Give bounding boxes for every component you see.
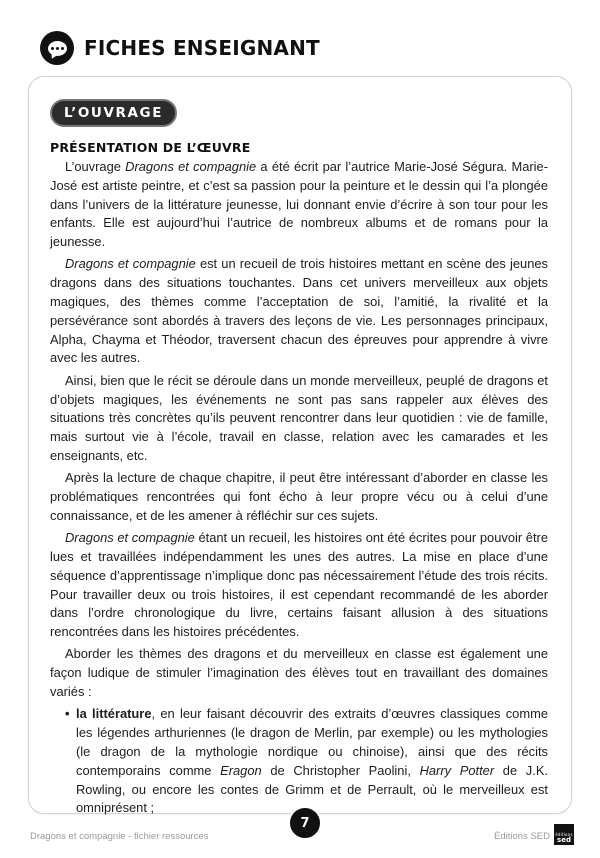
header-title: FICHES ENSEIGNANT <box>84 36 320 60</box>
footer-publisher: Éditions SED <box>494 831 550 842</box>
body-text <box>50 158 548 818</box>
subheading: PRÉSENTATION DE L’ŒUVRE <box>50 140 251 155</box>
page-header <box>40 28 320 68</box>
paragraph-2: Dragons et compagnie est un recueil de trois histoires mettant en scène des jeunes dragons dans des situations touchantes. Dans cet univers merveilleux aux objets magiques, des thèmes comme l’acceptation de soi, l’amitié, la rivalité et la persévérance sont abordés à travers des leçons de vie. Les personnages principaux, Alpha, Chayma et Théodor, traversent chacun des épreuves pour apprendre à vivre avec les autres. <box>50 256 548 366</box>
page-number: 7 <box>288 806 322 840</box>
paragraph-1: L’ouvrage Dragons et compagnie a été écrit par l’autrice Marie-José Ségura. Marie-José est artiste peintre, et c’est sa passion pour la peinture et le dessin qui l’a plongée dans l’univers de la littérature jeunesse, lui donnant envie d’écrire à son tour pour les enfants. Elle est aujourd’hui l’autrice de nombreux albums et de romans pour la jeunesse. <box>50 159 548 250</box>
domain-list <box>65 705 548 818</box>
list-item: • la littérature, en leur faisant découvrir des extraits d’œuvres classiques comme les légendes arthuriennes (le dragon de Merlin, par exemple) ou les mythologies (le dragon de la mythologie nordique ou chinoise), ainsi que des récits contemporains comme Eragon de Christopher Paolini, Harry Potter de J.K. Rowling, ou encore les contes de Grimm et de Perrault, où le merveilleux est omniprésent ; <box>65 705 548 818</box>
footer-book-title: Dragons et compagnie - fichier ressources <box>30 831 209 842</box>
section-label: L’OUVRAGE <box>50 99 177 127</box>
publisher-logo: éditions sed <box>554 824 574 845</box>
paragraph-5: Dragons et compagnie étant un recueil, les histoires ont été écrites pour pouvoir être lues et travaillées indépendamment les unes des autres. La mise en place d’une séquence d’apprentissage n’implique donc pas nécessairement l’étude des trois récits. Pour travailler deux ou trois histoires, il est cependant recommandé de les aborder dans l’ordre chronologique du livre, certains faisant allusion à des situations rencontrées dans les histoires précédentes. <box>50 530 548 640</box>
paragraph-4: Après la lecture de chaque chapitre, il peut être intéressant d’aborder en classe les problématiques rencontrées qui font écho à leur propre vécu ou à celui d’une connaissance, et de les amener à réfléchir sur ces sujets. <box>50 470 548 523</box>
paragraph-6: Aborder les thèmes des dragons et du merveilleux en classe est également une façon ludique de stimuler l’imagination des élèves tout en travaillant des domaines variés : <box>50 646 548 700</box>
chat-icon <box>40 31 74 65</box>
paragraph-3: Ainsi, bien que le récit se déroule dans un monde merveilleux, peuplé de dragons et d’objets magiques, les événements ne sont pas sans rappeler aux élèves des situations très concrètes qu’ils peuvent rencontrer dans leur quotidien : vie de famille, mais surtout vie à l’école, travail en classe, relation avec les camarades et les enseignants, etc. <box>50 372 548 463</box>
